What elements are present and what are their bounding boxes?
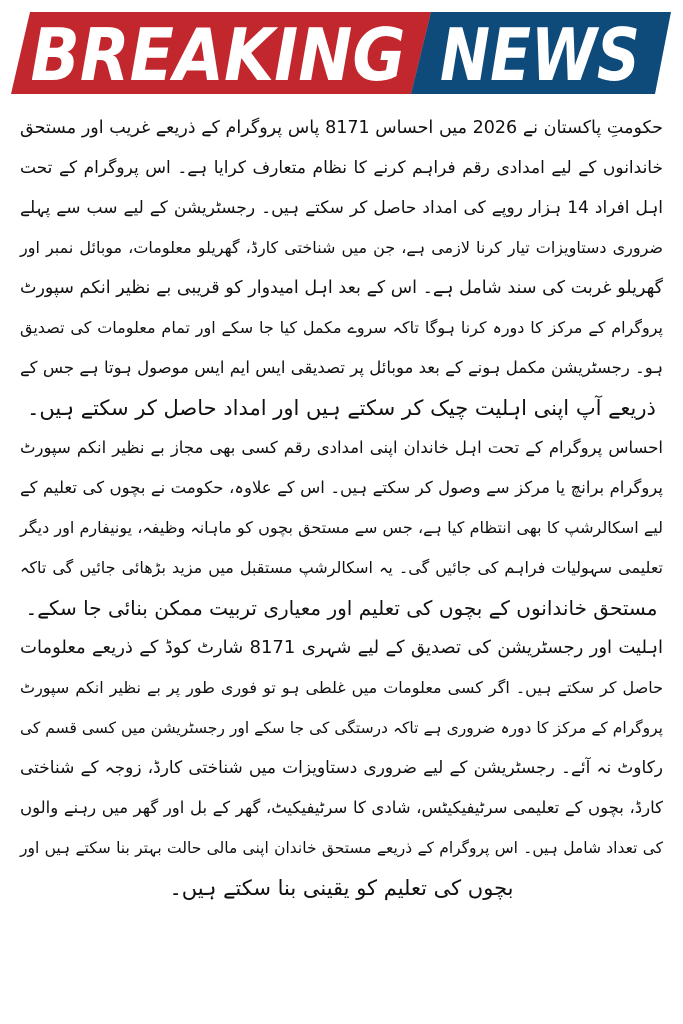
article-body: [20, 108, 663, 908]
text-line: پروگرام برانچ یا مرکز سے وصول کر سکتے ہیں۔ اس کے علاوہ، حکومت نے بچوں کی تعلیم کے: [20, 478, 663, 497]
text-line: پروگرام کے مرکز کا دورہ کرنا ہوگا تاکہ سروے مکمل کیا جا سکے اور تمام معلومات کی تصدیق: [20, 318, 663, 337]
text-line: حکومتِ پاکستان نے 2026 میں احساس 8171 پاس پروگرام کے ذریعے غریب اور مستحق: [20, 118, 663, 138]
text-line: اہل افراد 14 ہزار روپے کی امداد حاصل کر سکتے ہیں۔ رجسٹریشن کے لیے سب سے پہلے: [20, 198, 664, 218]
banner-word-news: NEWS: [440, 13, 640, 97]
text-line: گھریلو غربت کی سند شامل ہے۔ اس کے بعد اہل امیدوار کو قریبی بے نظیر انکم سپورٹ: [20, 278, 663, 298]
banner-word-breaking: BREAKING: [30, 13, 406, 97]
breaking-news-banner: [0, 0, 683, 105]
text-line: احساس پروگرام کے تحت اہل خاندان اپنی امدادی رقم کسی بھی مجاز بے نظیر انکم سپورٹ: [20, 438, 663, 457]
text-line: ذریعے آپ اپنی اہلیت چیک کر سکتے ہیں اور امداد حاصل کر سکتے ہیں۔: [27, 396, 656, 420]
text-line: ہو۔ رجسٹریشن مکمل ہونے کے بعد موبائل پر تصدیقی ایس ایم ایس موصول ہوتا ہے جس کے: [20, 358, 663, 377]
text-line: رکاوٹ نہ آئے۔ رجسٹریشن کے لیے ضروری دستاویزات میں شناختی کارڈ، زوجہ کے شناختی: [20, 758, 663, 778]
breaking-news-logo: [0, 0, 683, 105]
text-line: حاصل کر سکتے ہیں۔ اگر کسی معلومات میں غلطی ہو تو فوری طور پر بے نظیر انکم سپورٹ: [20, 678, 663, 697]
text-line: کی تعداد شامل ہیں۔ اس پروگرام کے ذریعے مستحق خاندان اپنی مالی حالت بہتر بنا سکتے ہیں اور: [20, 839, 663, 857]
paragraph-3: [20, 628, 663, 908]
text-line: کارڈ، بچوں کے تعلیمی سرٹیفیکیٹس، شادی کا سرٹیفیکیٹ، گھر کے بل اور گھر میں رہنے والوں: [20, 798, 663, 817]
text-line: لیے اسکالرشپ کا بھی انتظام کیا ہے، جس سے مستحق بچوں کو ماہانہ وظیفہ، یونیفارم اور دیگر: [20, 518, 663, 537]
text-line: مستحق خاندانوں کے بچوں کی تعلیم اور معیاری تربیت ممکن بنائی جا سکے۔: [25, 596, 658, 620]
text-line: ضروری دستاویزات تیار کرنا لازمی ہے، جن میں شناختی کارڈ، گھریلو معلومات، موبائل نمبر اور: [20, 238, 663, 257]
paragraph-2: [20, 428, 663, 628]
text-line: بچوں کی تعلیم کو یقینی بنا سکتے ہیں۔: [169, 876, 514, 900]
text-line: پروگرام کے مرکز کا دورہ ضروری ہے تاکہ درستگی کی جا سکے اور رجسٹریشن میں کسی قسم کی: [20, 719, 663, 737]
paragraph-1: [20, 108, 663, 428]
text-line: اہلیت اور رجسٹریشن کی تصدیق کے لیے شہری 8171 شارٹ کوڈ کے ذریعے معلومات: [20, 637, 663, 658]
text-line: تعلیمی سہولیات فراہم کی جائیں گی۔ یہ اسکالرشپ مستقبل میں مزید بڑھائی جائیں گی تاکہ: [20, 558, 663, 577]
text-line: خاندانوں کے لیے امدادی رقم فراہم کرنے کا نظام متعارف کرایا ہے۔ اس پروگرام کے تحت: [20, 158, 663, 178]
